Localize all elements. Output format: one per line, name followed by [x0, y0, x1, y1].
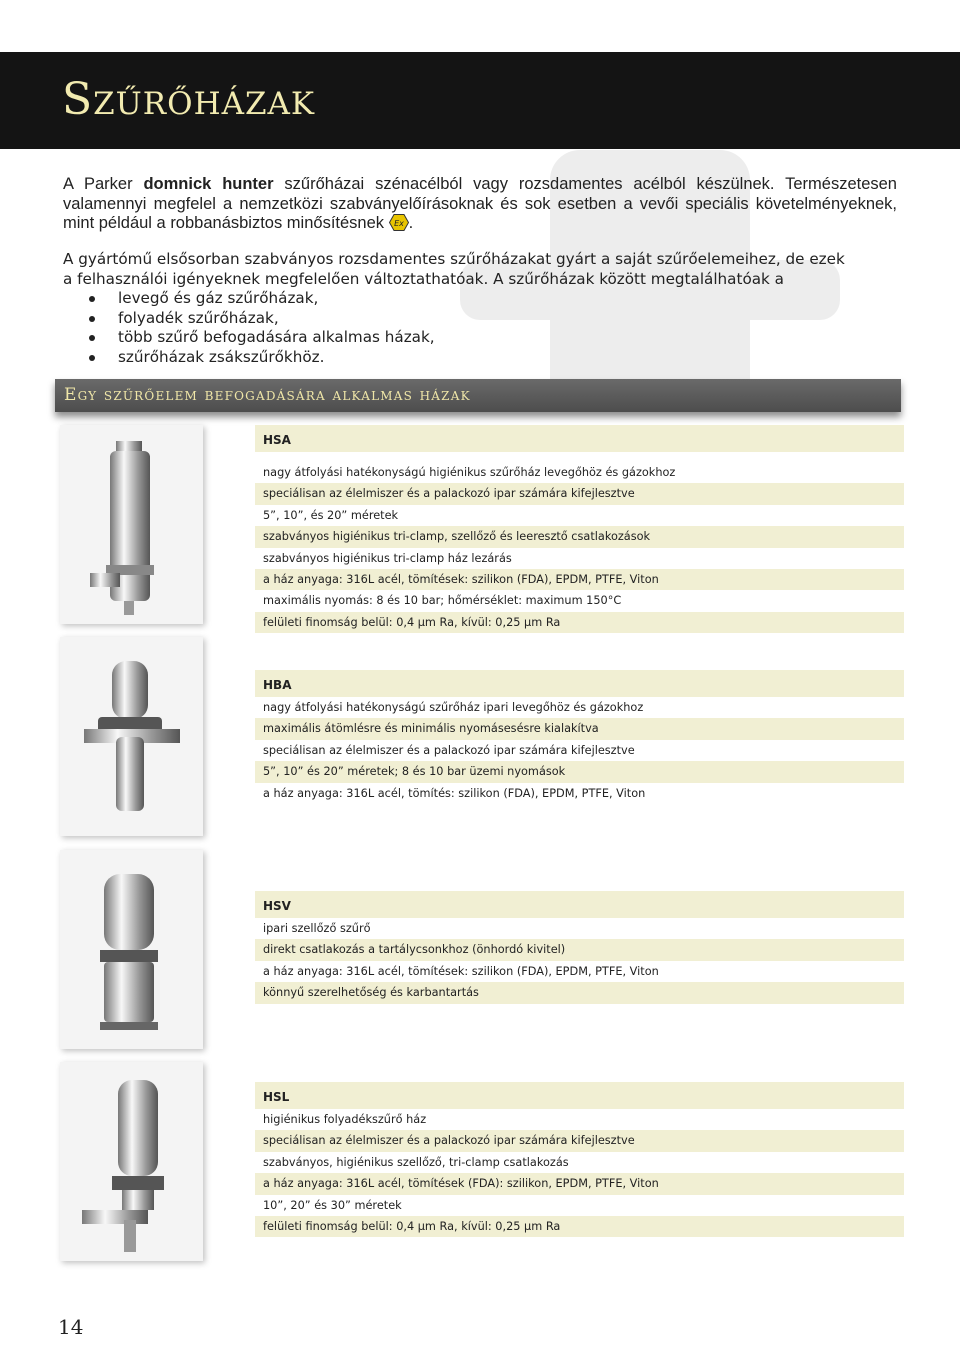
spec-row: 10”, 20” és 30” méretek	[263, 1198, 402, 1212]
spec-row: szabványos, higiénikus szellőző, tri-clamp csatlakozás	[263, 1155, 569, 1169]
spec-row: szabványos higiénikus tri-clamp ház lezárás	[263, 551, 512, 565]
page-header	[0, 52, 960, 149]
spec-row: speciálisan az élelmiszer és a palackozó ipar számára kifejlesztve	[255, 1130, 904, 1151]
spec-table-hsv	[255, 891, 904, 1004]
list-item: folyadék szűrőházak,	[63, 309, 899, 329]
top-margin	[0, 0, 960, 52]
spec-table-hsa	[255, 425, 904, 633]
product-image-hsl	[60, 1062, 203, 1261]
product-code: HSV	[255, 891, 904, 918]
housing-types-list	[63, 289, 899, 367]
product-image-hsv	[60, 850, 203, 1049]
spec-row: könnyű szerelhetőség és karbantartás	[255, 982, 904, 1003]
page-title: Szűrőházak	[62, 74, 316, 125]
spec-row: nagy átfolyási hatékonyságú szűrőház ipari levegőhöz és gázokhoz	[263, 701, 644, 714]
section-heading-band	[55, 379, 901, 412]
spec-row: 5”, 10” és 20” méretek; 8 és 10 bar üzemi nyomások	[255, 761, 904, 782]
spec-row: speciálisan az élelmiszer és a palackozó ipar számára kifejlesztve	[263, 743, 635, 757]
section-title: Egy szűrőelem befogadására alkalmas házak	[64, 385, 471, 405]
paragraph-line: a felhasználói igényeknek megfelelően változtathatóak. A szűrőházak között megtalálhatóak a	[63, 269, 784, 288]
ex-atex-icon	[389, 214, 409, 231]
product-code: HSA	[255, 425, 904, 452]
product-code: HSL	[255, 1082, 904, 1109]
list-item: levegő és gáz szűrőházak,	[63, 289, 899, 309]
list-item: több szűrő befogadására alkalmas házak,	[63, 328, 899, 348]
spec-row: a ház anyaga: 316L acél, tömítések (FDA): szilikon, EPDM, PTFE, Viton	[255, 1173, 904, 1194]
spec-row: maximális nyomás: 8 és 10 bar; hőmérséklet: maximum 150°C	[263, 594, 622, 608]
spec-row: speciálisan az élelmiszer és a palackozó ipar számára kifejlesztve	[255, 483, 904, 504]
product-image-hba	[60, 637, 203, 836]
spec-row: a ház anyaga: 316L acél, tömítések: szilikon (FDA), EPDM, PTFE, Viton	[263, 964, 659, 978]
spec-row: direkt csatlakozás a tartálycsonkhoz (önhordó kivitel)	[255, 939, 904, 960]
product-code: HBA	[255, 670, 904, 697]
spec-row: ipari szellőző szűrő	[263, 922, 371, 935]
svg-text:Ex: Ex	[393, 219, 404, 228]
spec-row: maximális átömlésre és minimális nyomásesésre kialakítva	[255, 718, 904, 739]
product-range-paragraph	[63, 250, 899, 367]
page-number: 14	[58, 1315, 84, 1339]
spec-row: felületi finomság belül: 0,4 µm Ra, kívül: 0,25 µm Ra	[255, 612, 904, 633]
product-image-hsa	[60, 425, 203, 624]
spec-table-hsl	[255, 1082, 904, 1237]
intro-paragraph: A Parker domnick hunter szűrőházai szénacélból vagy rozsdamentes acélból készülnek. Természetesen valamennyi megfelel a nemzetközi szabványelőírásoknak és sok esetben a vevői speciális követelményeknek, mint például a robbanásbiztos minősítésnek Ex .	[63, 175, 897, 232]
spec-row: 5”, 10”, és 20” méretek	[263, 508, 399, 522]
spec-row: nagy átfolyási hatékonyságú higiénikus szűrőház levegőhöz és gázokhoz	[263, 466, 676, 479]
spec-table-hba	[255, 670, 904, 804]
spec-row: szabványos higiénikus tri-clamp, szellőző és leeresztő csatlakozások	[255, 526, 904, 547]
brand-name: domnick hunter	[143, 175, 274, 193]
paragraph-line: A gyártómű elsősorban szabványos rozsdamentes szűrőházakat gyárt a saját szűrőelemeihez, de ezek	[63, 250, 845, 268]
list-item: szűrőházak zsákszűrőkhöz.	[63, 348, 899, 368]
spec-row: a ház anyaga: 316L acél, tömítések: szilikon (FDA), EPDM, PTFE, Viton	[255, 569, 904, 590]
spec-row: higiénikus folyadékszűrő ház	[263, 1113, 427, 1126]
spec-row: a ház anyaga: 316L acél, tömítés: szilikon (FDA), EPDM, PTFE, Viton	[263, 786, 646, 800]
spec-row: felületi finomság belül: 0,4 µm Ra, kívül: 0,25 µm Ra	[255, 1216, 904, 1237]
